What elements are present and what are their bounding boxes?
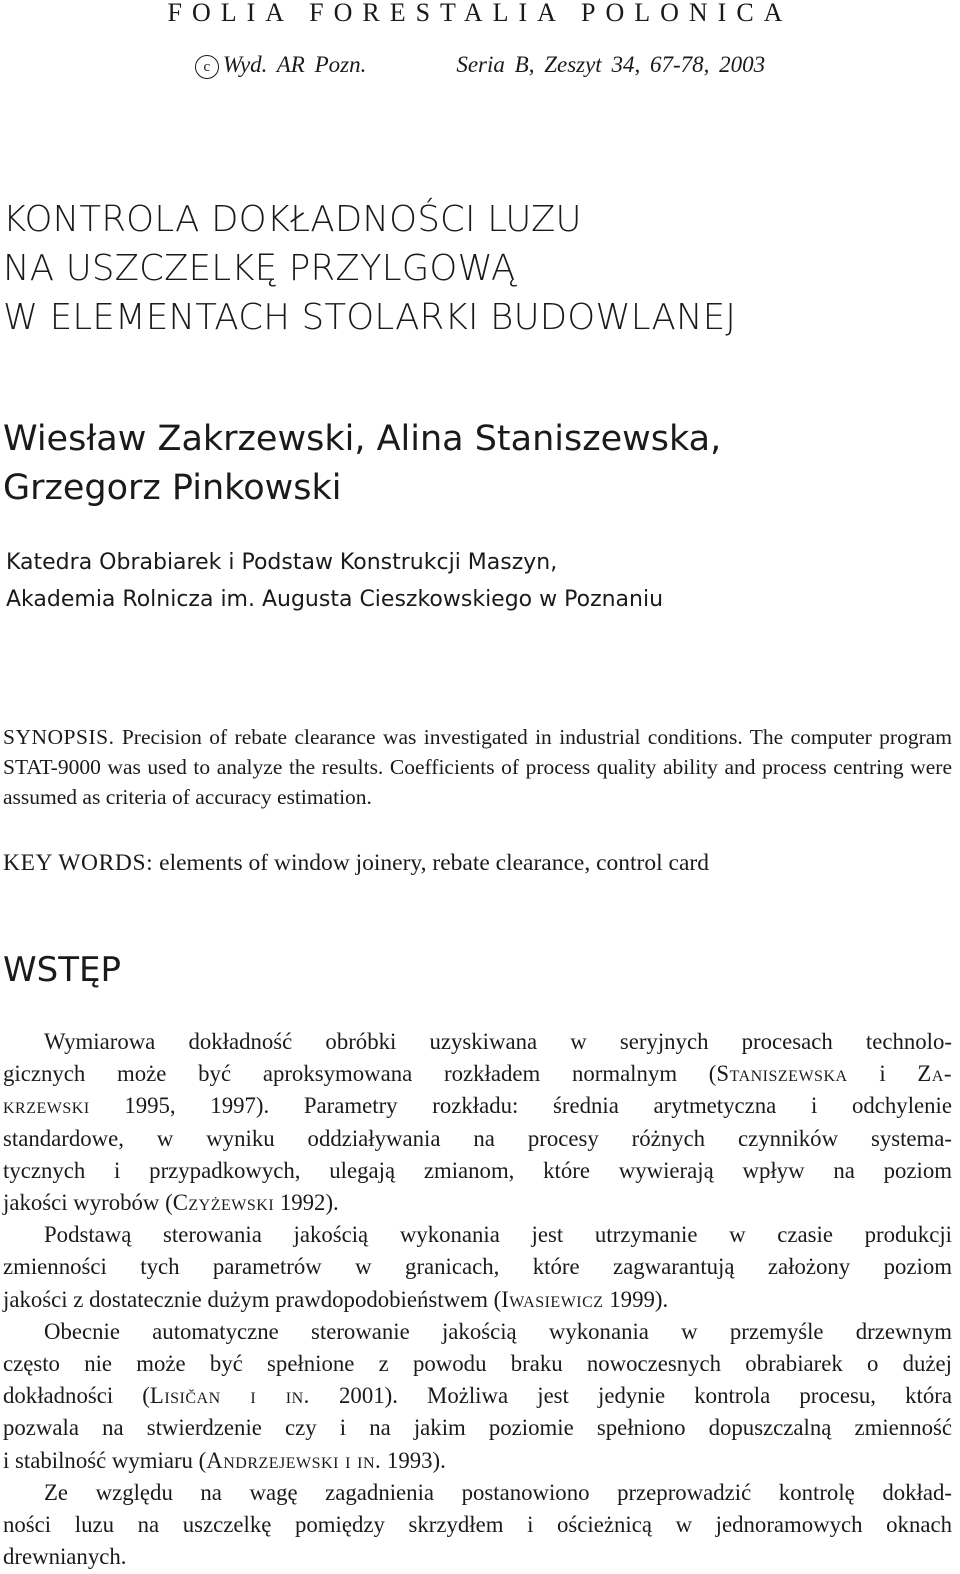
synopsis xyxy=(3,722,952,812)
authors xyxy=(3,415,960,513)
keywords-label: KEY WORDS: xyxy=(3,850,154,876)
citation-author: Za- xyxy=(917,1061,952,1087)
title-line: KONTROLA DOKŁADNOŚCI LUZU xyxy=(3,199,582,240)
citation-author: Iwasiewicz xyxy=(501,1286,604,1312)
body-line: zmienności tych parametrów w granicach, które zagwarantują założony poziom xyxy=(3,1254,952,1280)
publisher: Wyd. AR Pozn. xyxy=(222,52,367,77)
series-line xyxy=(0,52,960,79)
affiliation-line: Akademia Rolnicza im. Augusta Cieszkowskiego w Poznaniu xyxy=(6,587,664,612)
keywords-text: elements of window joinery, rebate clearance, control card xyxy=(159,850,709,876)
body-line: dokładności (Lisičan i in. 2001). Możliwa jest jedynie kontrola procesu, która xyxy=(3,1383,952,1409)
authors-line: Grzegorz Pinkowski xyxy=(3,468,342,508)
body-line: krzewski 1995, 1997). Parametry rozkładu: średnia arytmetyczna i odchylenie xyxy=(3,1093,952,1119)
citation-author: krzewski xyxy=(3,1093,90,1119)
title-line: W ELEMENTACH STOLARKI BUDOWLANEJ xyxy=(3,297,737,338)
synopsis-label: SYNOPSIS. xyxy=(3,725,115,749)
body-line: standardowe, w wyniku oddziaływania na procesy różnych czynników systema- xyxy=(3,1125,952,1151)
citation-author: Lisičan i in. xyxy=(149,1383,310,1409)
body-line: Obecnie automatyczne sterowanie jakością wykonania w przemyśle drzewnym xyxy=(44,1318,952,1344)
authors-line: Wiesław Zakrzewski, Alina Staniszewska, xyxy=(3,419,722,459)
synopsis-text: Precision of rebate clearance was investigated in industrial conditions. The computer program STAT-9000 was used to analyze the results. Coefficients of process quality ability and process centring were assumed as criteria of accuracy estimation. xyxy=(3,725,952,809)
body-line: ności luzu na uszczelkę pomiędzy skrzydłem i ościeżnicą w jednoramowych oknach xyxy=(3,1512,952,1538)
body-line: Podstawą sterowania jakością wykonania jest utrzymanie w czasie produkcji xyxy=(44,1222,952,1248)
body-line: Ze względu na wagę zagadnienia postanowiono przeprowadzić kontrolę dokład- xyxy=(44,1479,952,1505)
series-info: Seria B, Zeszyt 34, 67-78, 2003 xyxy=(456,52,766,77)
copyright-icon: c xyxy=(195,55,219,79)
citation-author: Andrzejewski i in. xyxy=(206,1447,382,1473)
body-text xyxy=(3,1026,952,1573)
body-line: jakości z dostatecznie dużym prawdopodobieństwem (Iwasiewicz 1999). xyxy=(3,1286,669,1312)
body-line: gicznych może być aproksymowana rozkładem normalnym (Staniszewska i Za- xyxy=(3,1061,952,1087)
citation-author: Staniszewska xyxy=(716,1061,848,1087)
journal-title: FOLIA FORESTALIA POLONICA xyxy=(167,0,793,27)
body-line: często nie może być spełnione z powodu braku nowoczesnych obrabiarek o dużej xyxy=(3,1351,952,1377)
body-line: i stabilność wymiaru (Andrzejewski i in. 1993). xyxy=(3,1447,446,1473)
title-line: NA USZCZELKĘ PRZYLGOWĄ xyxy=(3,248,516,289)
body-line: tycznych i przypadkowych, ulegają zmianom, które wywierają wpływ na poziom xyxy=(3,1157,952,1183)
body-line: drewnianych. xyxy=(3,1544,127,1570)
body-line: pozwala na stwierdzenie czy i na jakim poziomie spełniono dopuszczalną zmienność xyxy=(3,1415,952,1441)
body-line: Wymiarowa dokładność obróbki uzyskiwana w seryjnych procesach technolo- xyxy=(44,1029,952,1054)
keywords xyxy=(3,848,960,878)
section-heading: WSTĘP xyxy=(3,950,121,990)
citation-author: Czyżewski xyxy=(172,1190,275,1216)
body-line: jakości wyrobów (Czyżewski 1992). xyxy=(3,1190,339,1216)
article-title xyxy=(3,195,960,342)
affiliation xyxy=(6,544,960,618)
affiliation-line: Katedra Obrabiarek i Podstaw Konstrukcji Maszyn, xyxy=(6,550,558,575)
